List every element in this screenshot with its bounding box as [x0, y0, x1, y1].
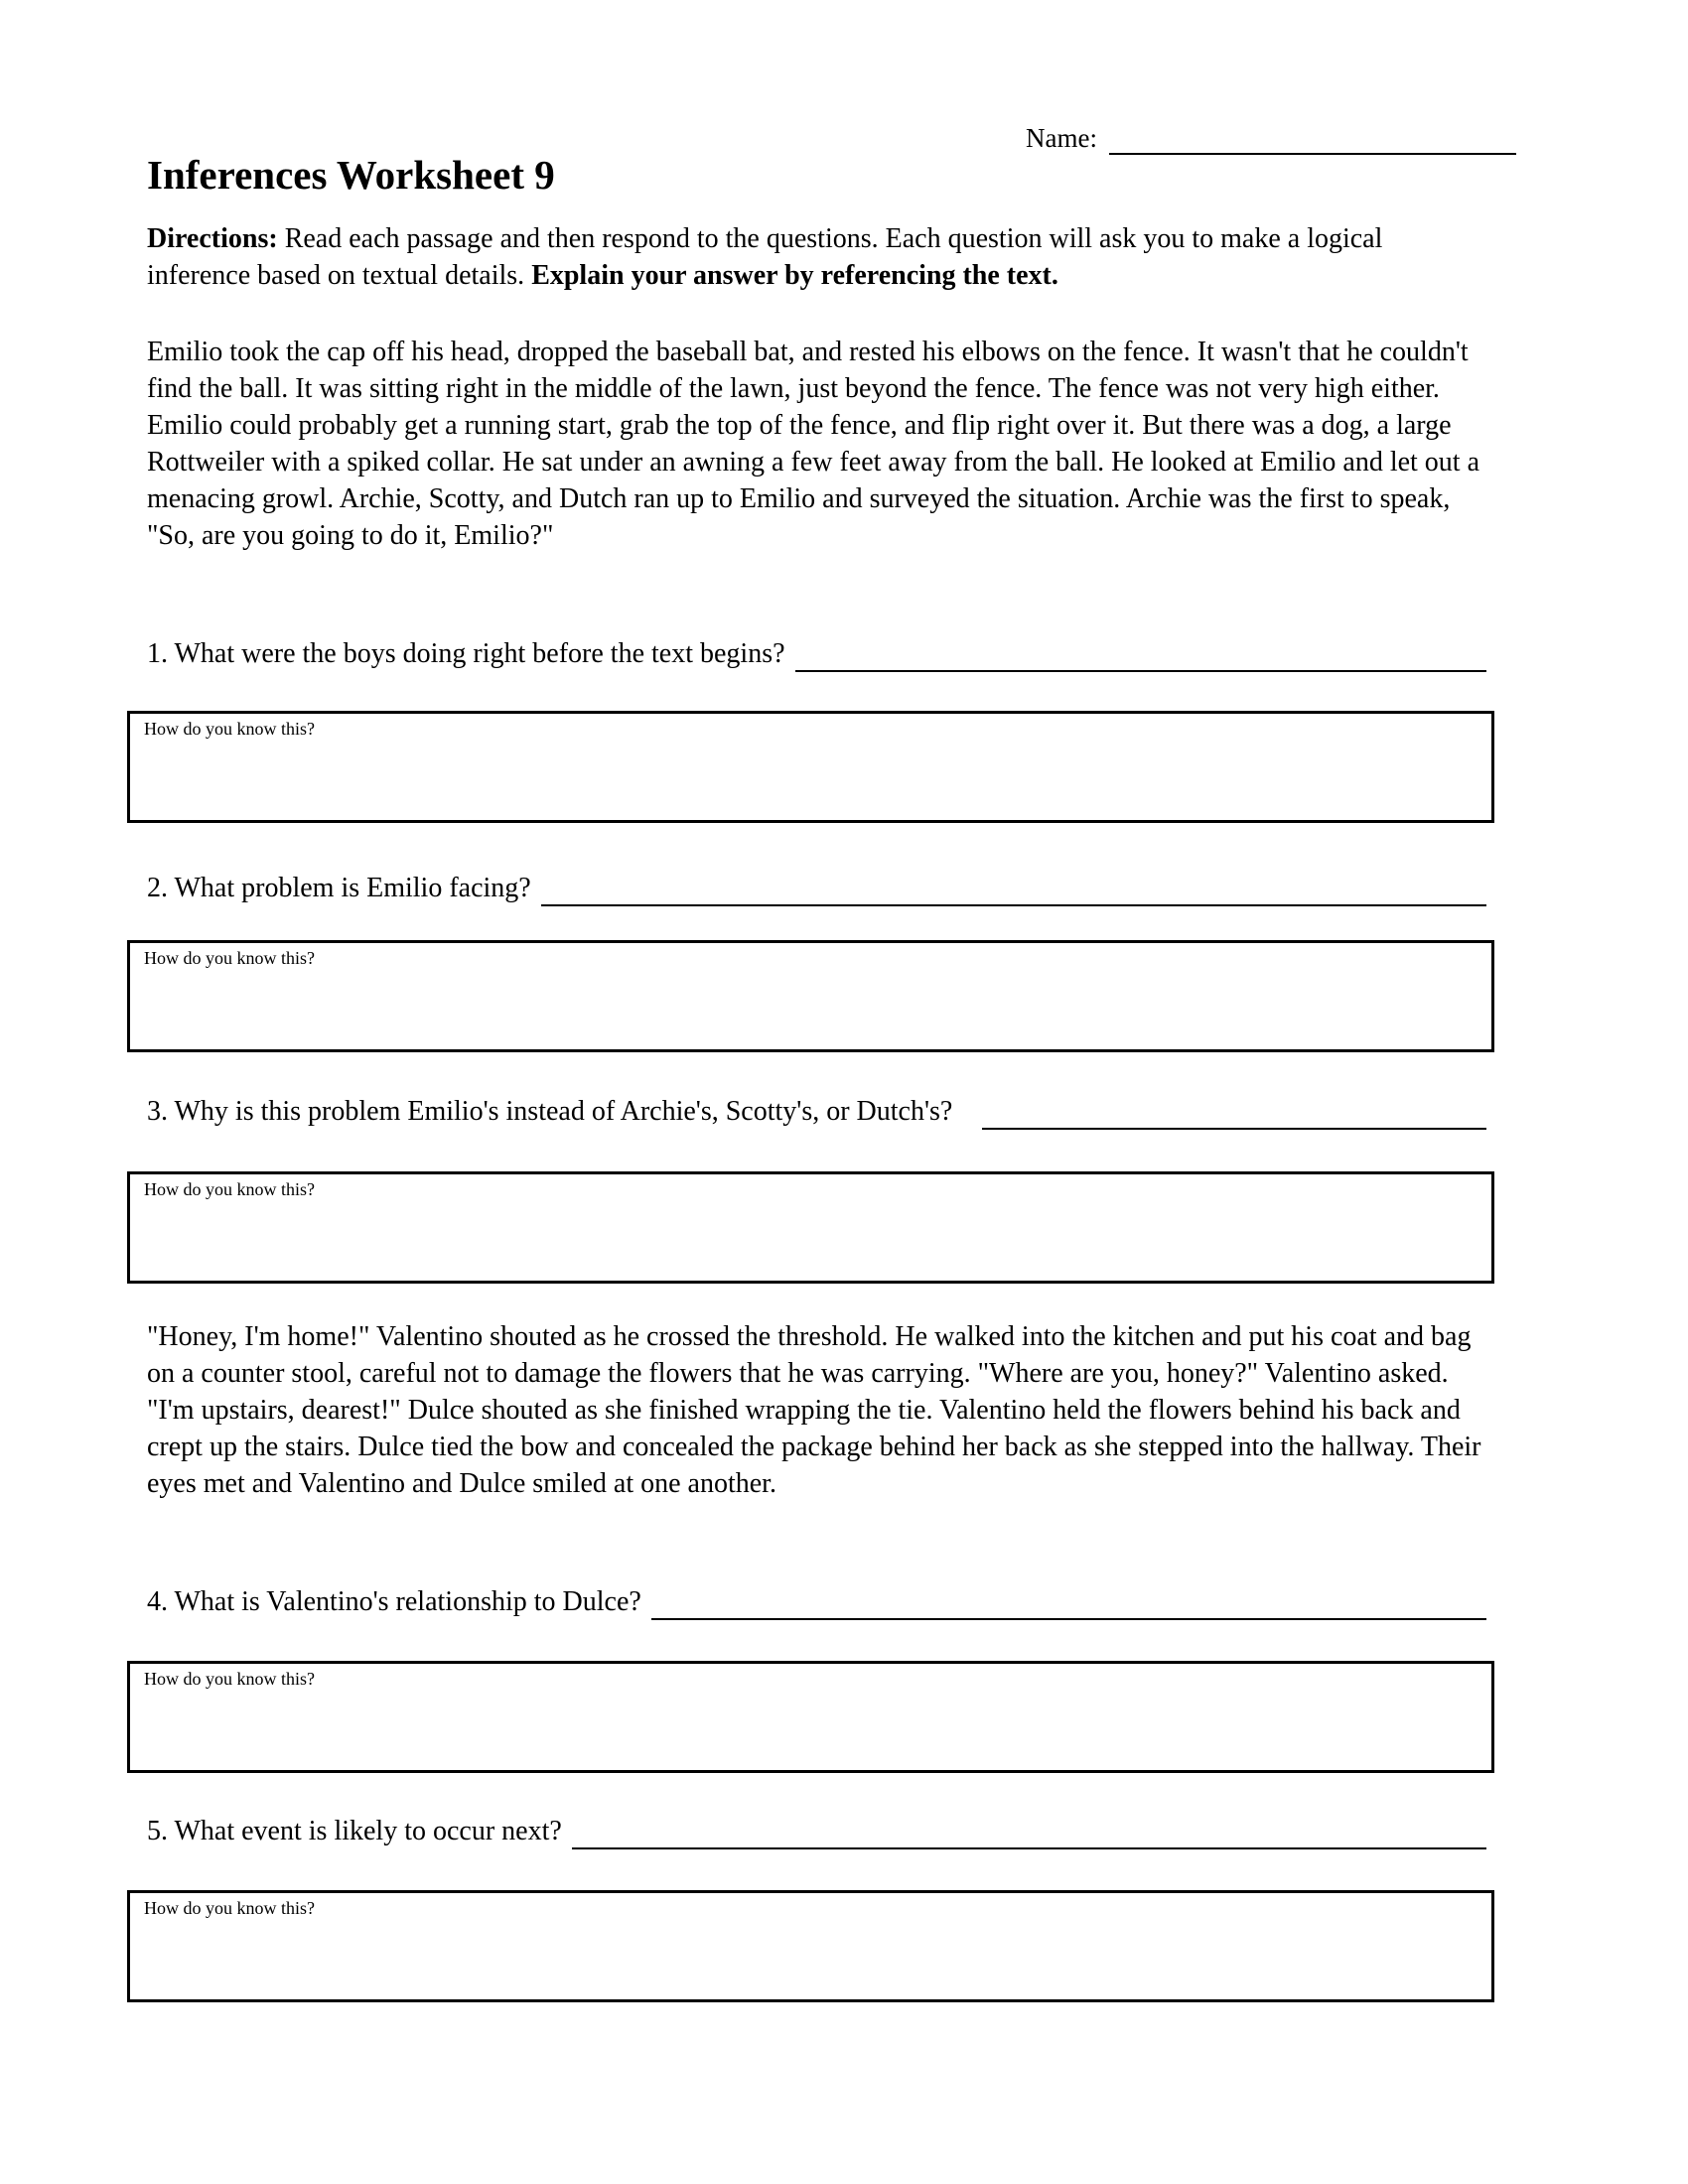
- directions-emphasis: Explain your answer by referencing the text.: [531, 260, 1058, 291]
- answer-box-3[interactable]: [127, 1171, 1494, 1284]
- question-2-label: 2. What problem is Emilio facing?: [147, 873, 531, 903]
- question-3-answer-line[interactable]: [982, 1122, 1486, 1130]
- answer-box-label: How do you know this?: [144, 1179, 315, 1199]
- answer-box-5[interactable]: [127, 1890, 1494, 2002]
- answer-box-label: How do you know this?: [144, 719, 315, 739]
- question-1-label: 1. What were the boys doing right before the text begins?: [147, 638, 785, 669]
- name-blank-line[interactable]: [1109, 147, 1516, 155]
- question-4: [147, 1583, 1486, 1620]
- question-5-label: 5. What event is likely to occur next?: [147, 1816, 562, 1846]
- answer-box-label: How do you know this?: [144, 948, 315, 968]
- directions-label: Directions:: [147, 223, 278, 254]
- name-row: [1026, 121, 1516, 155]
- question-1: [147, 635, 1486, 672]
- answer-box-label: How do you know this?: [144, 1669, 315, 1689]
- question-2-answer-line[interactable]: [541, 898, 1486, 906]
- passage-2: "Honey, I'm home!" Valentino shouted as he crossed the threshold. He walked into the kitchen and put his coat and bag on a counter stool, careful not to damage the flowers that he was carrying. "Where are you, honey?" Valentino asked. "I'm upstairs, dearest!" Dulce shouted as she finished wrapping the tie. Valentino held the flowers behind his back and crept up the stairs. Dulce tied the bow and concealed the package behind her back as she stepped into the hallway. Their eyes met and Valentino and Dulce smiled at one another.: [147, 1321, 1481, 1499]
- question-4-answer-line[interactable]: [651, 1612, 1486, 1620]
- question-2: [147, 870, 1486, 906]
- directions-body: Read each passage and then respond to the questions. Each question will ask you to make a logical inference based on textual details.: [147, 223, 1383, 291]
- question-4-label: 4. What is Valentino's relationship to Dulce?: [147, 1586, 641, 1617]
- question-3: [147, 1093, 1486, 1130]
- question-5-answer-line[interactable]: [572, 1842, 1486, 1849]
- answer-box-4[interactable]: [127, 1661, 1494, 1773]
- answer-box-1[interactable]: [127, 711, 1494, 823]
- directions: [147, 220, 1487, 294]
- answer-box-label: How do you know this?: [144, 1898, 315, 1918]
- page-title: Inferences Worksheet 9: [147, 152, 555, 198]
- passage-1: Emilio took the cap off his head, dropped the baseball bat, and rested his elbows on the fence. It wasn't that he couldn't find the ball. It was sitting right in the middle of the lawn, just beyond the fence. The fence was not very high either. Emilio could probably get a running start, grab the top of the fence, and flip right over it. But there was a dog, a large Rottweiler with a spiked collar. He sat under an awning a few feet away from the ball. He looked at Emilio and let out a menacing growl. Archie, Scotty, and Dutch ran up to Emilio and surveyed the situation. Archie was the first to speak, "So, are you going to do it, Emilio?": [147, 337, 1480, 551]
- question-3-label: 3. Why is this problem Emilio's instead of Archie's, Scotty's, or Dutch's?: [147, 1096, 953, 1127]
- name-label: Name:: [1026, 123, 1097, 153]
- question-5: [147, 1813, 1486, 1849]
- question-1-answer-line[interactable]: [795, 664, 1486, 672]
- answer-box-2[interactable]: [127, 940, 1494, 1052]
